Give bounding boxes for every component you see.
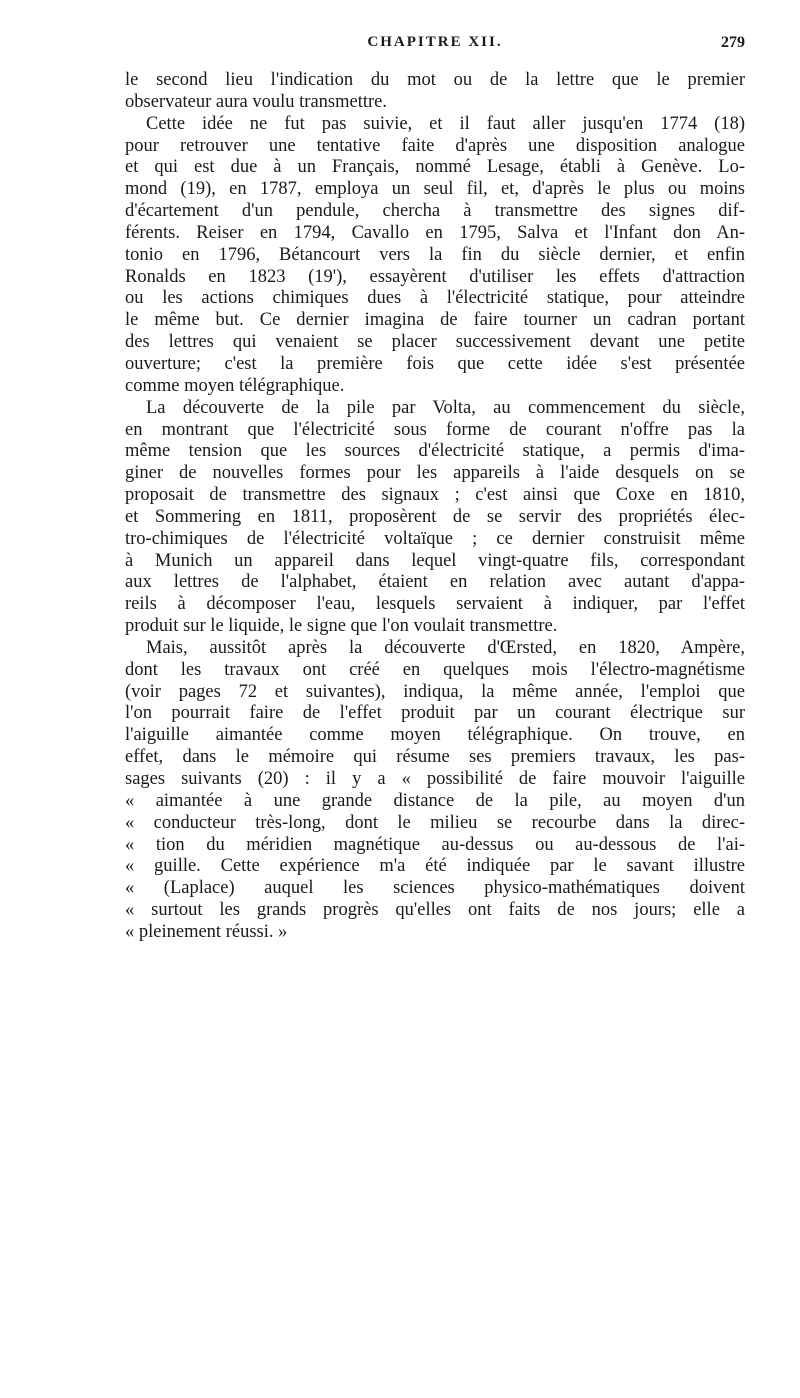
text-line: comme moyen télégraphique. [125, 375, 345, 396]
page-number: 279 [721, 34, 745, 51]
text-line: reils à décomposer l'eau, lesquels servaient à indiquer, par l'effet [125, 594, 745, 615]
text-line: « pleinement réussi. » [125, 921, 288, 942]
text-line: et qui est due à un Français, nommé Lesage, établi à Genève. Lo- [125, 157, 745, 178]
text-line: giner de nouvelles formes pour les appareils à l'aide desquels on se [125, 463, 745, 484]
text-line: « aimantée à une grande distance de la pile, au moyen d'un [125, 790, 745, 811]
text-line: Mais, aussitôt après la découverte d'Œrsted, en 1820, Ampère, [146, 637, 745, 658]
text-line: tro-chimiques de l'électricité voltaïque ; ce dernier construisit même [125, 528, 745, 549]
text-line: dont les travaux ont créé en quelques mois l'électro-magnétisme [125, 659, 745, 680]
text-line: des lettres qui venaient se placer successivement devant une petite [125, 332, 745, 353]
text-line: même tension que les sources d'électricité statique, a permis d'ima- [125, 441, 745, 462]
text-line: La découverte de la pile par Volta, au commencement du siècle, [146, 397, 745, 418]
running-head [125, 34, 745, 58]
text-line: à Munich un appareil dans lequel vingt-quatre fils, correspondant [125, 550, 745, 571]
text-line: l'aiguille aimantée comme moyen télégraphique. On trouve, en [125, 725, 745, 746]
text-line: le second lieu l'indication du mot ou de la lettre que le premier [125, 70, 745, 90]
text-line: ouverture; c'est la première fois que cette idée s'est présentée [125, 353, 745, 374]
text-line: effet, dans le mémoire qui résume ses premiers travaux, les pas- [125, 747, 745, 768]
text-line: mond (19), en 1787, employa un seul fil, et, d'après le plus ou moins [125, 179, 745, 200]
text-line: et Sommering en 1811, proposèrent de se servir des propriétés élec- [125, 506, 745, 527]
chapter-title: CHAPITRE XII. [367, 34, 503, 50]
text-line: aux lettres de l'alphabet, étaient en relation avec autant d'appa- [125, 572, 745, 593]
text-line: proposait de transmettre des signaux ; c'est ainsi que Coxe en 1810, [125, 485, 745, 506]
text-line: férents. Reiser en 1794, Cavallo en 1795, Salva et l'Infant don An- [125, 222, 745, 243]
text-line: produit sur le liquide, le signe que l'on voulait transmettre. [125, 616, 558, 637]
body-text [125, 70, 745, 944]
text-line: (voir pages 72 et suivantes), indiqua, la même année, l'emploi que [125, 681, 745, 702]
text-line: ou les actions chimiques dues à l'électricité statique, pour atteindre [125, 288, 745, 309]
text-line: Cette idée ne fut pas suivie, et il faut aller jusqu'en 1774 (18) [146, 113, 745, 134]
text-line: le même but. Ce dernier imagina de faire tourner un cadran portant [125, 310, 745, 331]
text-line: « guille. Cette expérience m'a été indiquée par le savant illustre [125, 856, 745, 877]
text-line: « tion du méridien magnétique au-dessus ou au-dessous de l'ai- [125, 834, 745, 855]
text-line: « conducteur très-long, dont le milieu se recourbe dans la direc- [125, 812, 745, 833]
text-line: sages suivants (20) : il y a « possibilité de faire mouvoir l'aiguille [125, 769, 745, 789]
text-line: pour retrouver une tentative faite d'après une disposition analogue [125, 135, 745, 156]
text-line: tonio en 1796, Bétancourt vers la fin du siècle dernier, et enfin [125, 244, 745, 265]
text-line: d'écartement d'un pendule, chercha à transmettre des signes dif- [125, 201, 745, 222]
text-line: l'on pourrait faire de l'effet produit par un courant électrique sur [125, 703, 745, 724]
text-line: Ronalds en 1823 (19'), essayèrent d'utiliser les effets d'attraction [125, 266, 745, 287]
text-line: « surtout les grands progrès qu'elles ont faits de nos jours; elle a [125, 900, 745, 921]
text-line: « (Laplace) auquel les sciences physico-mathématiques doivent [125, 878, 745, 899]
text-line: observateur aura voulu transmettre. [125, 91, 387, 112]
text-line: en montrant que l'électricité sous forme de courant n'offre pas la [125, 419, 745, 440]
